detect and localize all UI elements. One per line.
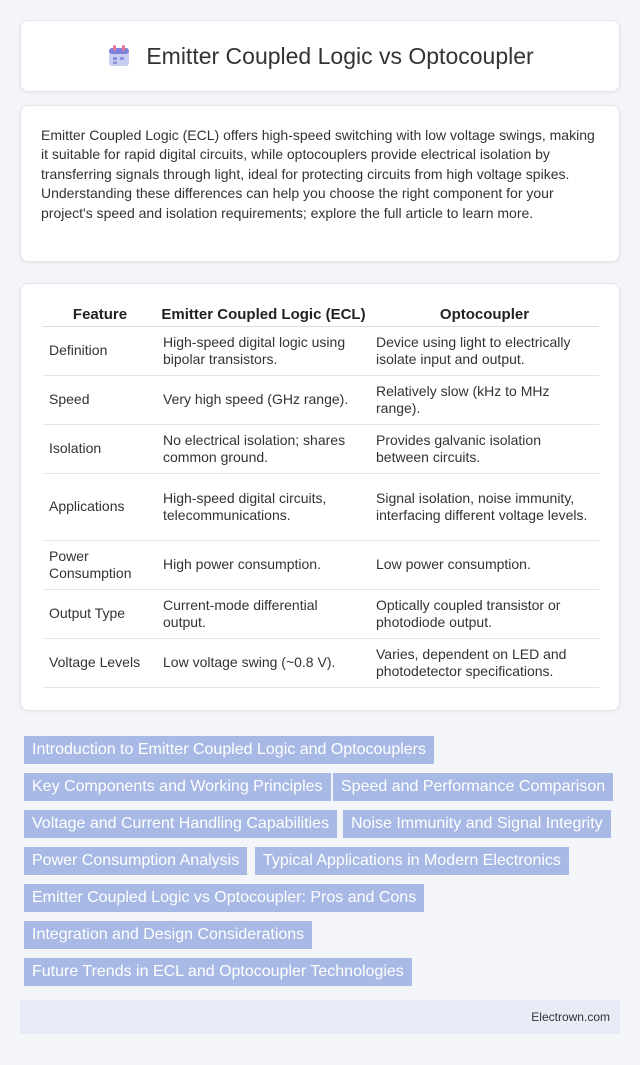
- topic-tag-speed-performance[interactable]: Speed and Performance Comparison: [333, 773, 613, 801]
- ecl-cell: Very high speed (GHz range).: [157, 375, 370, 424]
- optocoupler-cell: Signal isolation, noise immunity, interfacing different voltage levels.: [370, 473, 599, 540]
- header-card: [20, 20, 620, 92]
- feature-cell: Applications: [43, 473, 157, 540]
- table-row: [43, 473, 599, 540]
- table-row: [43, 375, 599, 424]
- page-title: Emitter Coupled Logic vs Optocoupler: [146, 42, 534, 69]
- footer: [20, 1000, 620, 1034]
- topic-tag-voltage-current[interactable]: Voltage and Current Handling Capabilities: [24, 810, 337, 838]
- ecl-cell: High power consumption.: [157, 540, 370, 589]
- optocoupler-cell: Varies, dependent on LED and photodetector specifications.: [370, 638, 599, 687]
- topic-tag-future-trends[interactable]: Future Trends in ECL and Optocoupler Technologies: [24, 958, 412, 986]
- table-header-row: [43, 304, 599, 326]
- comparison-table-card: [20, 283, 620, 711]
- feature-cell: Speed: [43, 375, 157, 424]
- ecl-cell: No electrical isolation; shares common ground.: [157, 424, 370, 473]
- optocoupler-cell: Device using light to electrically isolate input and output.: [370, 326, 599, 375]
- ecl-cell: Current-mode differential output.: [157, 589, 370, 638]
- topic-tag-key-components[interactable]: Key Components and Working Principles: [24, 773, 331, 801]
- ecl-cell: High-speed digital logic using bipolar transistors.: [157, 326, 370, 375]
- feature-cell: Definition: [43, 326, 157, 375]
- column-header-feature: Feature: [43, 304, 157, 326]
- calendar-icon: [106, 43, 132, 69]
- comparison-table: [43, 304, 599, 688]
- feature-cell: Power Consumption: [43, 540, 157, 589]
- table-row: [43, 638, 599, 687]
- column-header-optocoupler: Optocoupler: [370, 304, 599, 326]
- table-row: [43, 424, 599, 473]
- optocoupler-cell: Relatively slow (kHz to MHz range).: [370, 375, 599, 424]
- feature-cell: Isolation: [43, 424, 157, 473]
- intro-card: [20, 105, 620, 262]
- column-header-ecl: Emitter Coupled Logic (ECL): [157, 304, 370, 326]
- feature-cell: Output Type: [43, 589, 157, 638]
- topic-tag-integration-design[interactable]: Integration and Design Considerations: [24, 921, 312, 949]
- optocoupler-cell: Low power consumption.: [370, 540, 599, 589]
- topic-tag-introduction[interactable]: Introduction to Emitter Coupled Logic and Optocouplers: [24, 736, 434, 764]
- topic-tag-typical-applications[interactable]: Typical Applications in Modern Electronics: [255, 847, 569, 875]
- optocoupler-cell: Optically coupled transistor or photodiode output.: [370, 589, 599, 638]
- table-row: [43, 326, 599, 375]
- table-row: [43, 589, 599, 638]
- footer-brand[interactable]: Electrown.com: [531, 1010, 610, 1024]
- intro-text: Emitter Coupled Logic (ECL) offers high-speed switching with low voltage swings, making it suitable for rapid digital circuits, while optocouplers provide electrical isolation by transferring signals through light, ideal for protecting circuits from high voltage spikes. Understanding these differences can help you choose the right component for your project's speed and isolation requirements; explore the full article to learn more.: [41, 127, 595, 221]
- topic-tag-pros-cons[interactable]: Emitter Coupled Logic vs Optocoupler: Pros and Cons: [24, 884, 424, 912]
- feature-cell: Voltage Levels: [43, 638, 157, 687]
- ecl-cell: Low voltage swing (~0.8 V).: [157, 638, 370, 687]
- ecl-cell: High-speed digital circuits, telecommunications.: [157, 473, 370, 540]
- topic-tag-power-consumption[interactable]: Power Consumption Analysis: [24, 847, 247, 875]
- topic-tag-noise-immunity[interactable]: Noise Immunity and Signal Integrity: [343, 810, 611, 838]
- optocoupler-cell: Provides galvanic isolation between circuits.: [370, 424, 599, 473]
- table-row: [43, 540, 599, 589]
